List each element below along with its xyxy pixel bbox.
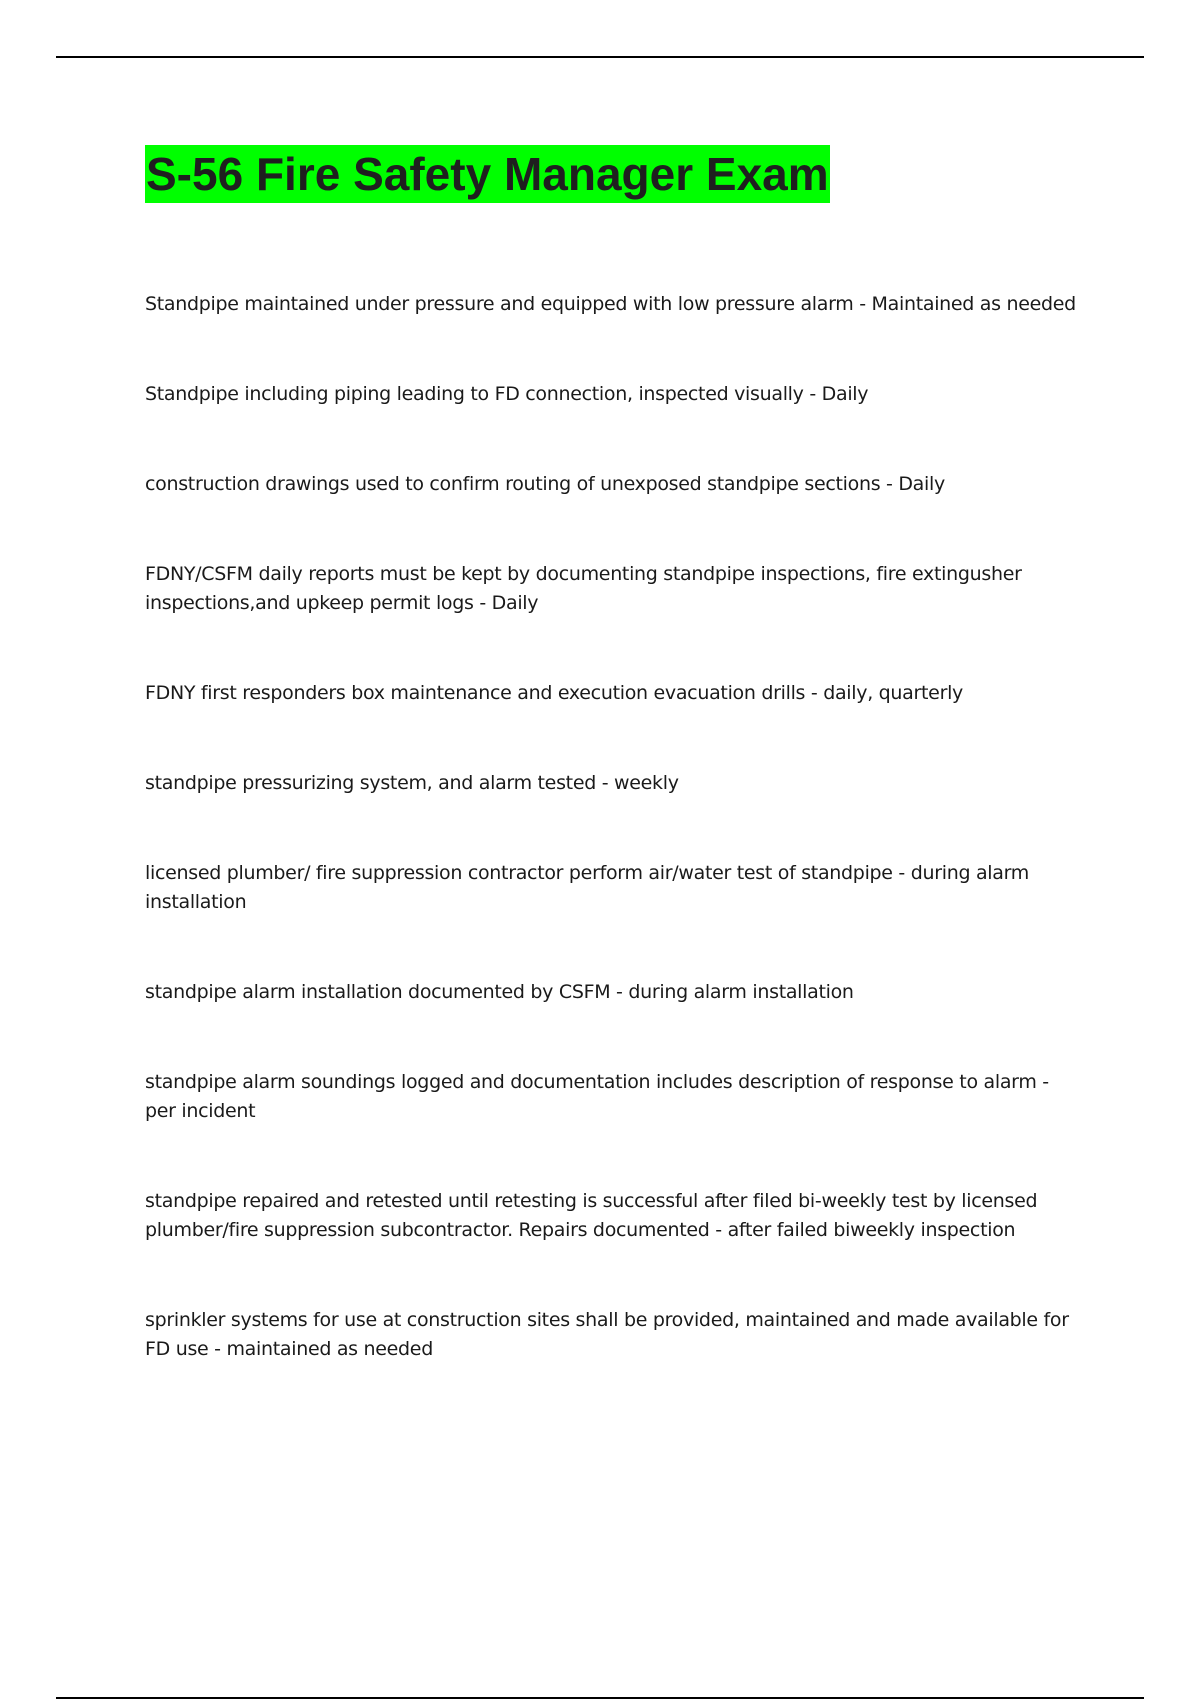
bottom-divider [56, 1697, 1144, 1699]
qa-list [145, 290, 1085, 1364]
qa-item: construction drawings used to confirm routing of unexposed standpipe sections - Daily [145, 473, 945, 495]
qa-item: standpipe pressurizing system, and alarm tested - weekly [145, 772, 679, 794]
page-title: S-56 Fire Safety Manager Exam [145, 145, 830, 203]
qa-item: sprinkler systems for use at construction sites shall be provided, maintained and made available for FD use - maintained as needed [145, 1309, 1069, 1360]
qa-item: standpipe alarm soundings logged and documentation includes description of response to alarm - per incident [145, 1071, 1049, 1122]
title-block [145, 145, 830, 203]
qa-item: FDNY first responders box maintenance and execution evacuation drills - daily, quarterly [145, 682, 964, 704]
qa-item: standpipe repaired and retested until retesting is successful after filed bi-weekly test by licensed plumber/fire suppression subcontractor. Repairs documented - after failed biweekly inspection [145, 1190, 1038, 1241]
qa-item: licensed plumber/ fire suppression contractor perform air/water test of standpipe - during alarm installation [145, 862, 1030, 913]
qa-item: FDNY/CSFM daily reports must be kept by documenting standpipe inspections, fire extingusher inspections,and upkeep permit logs - Daily [145, 563, 1022, 614]
qa-item: Standpipe maintained under pressure and equipped with low pressure alarm - Maintained as needed [145, 293, 1076, 315]
top-divider [56, 56, 1144, 58]
qa-item: standpipe alarm installation documented by CSFM - during alarm installation [145, 981, 854, 1003]
qa-item: Standpipe including piping leading to FD connection, inspected visually - Daily [145, 383, 869, 405]
